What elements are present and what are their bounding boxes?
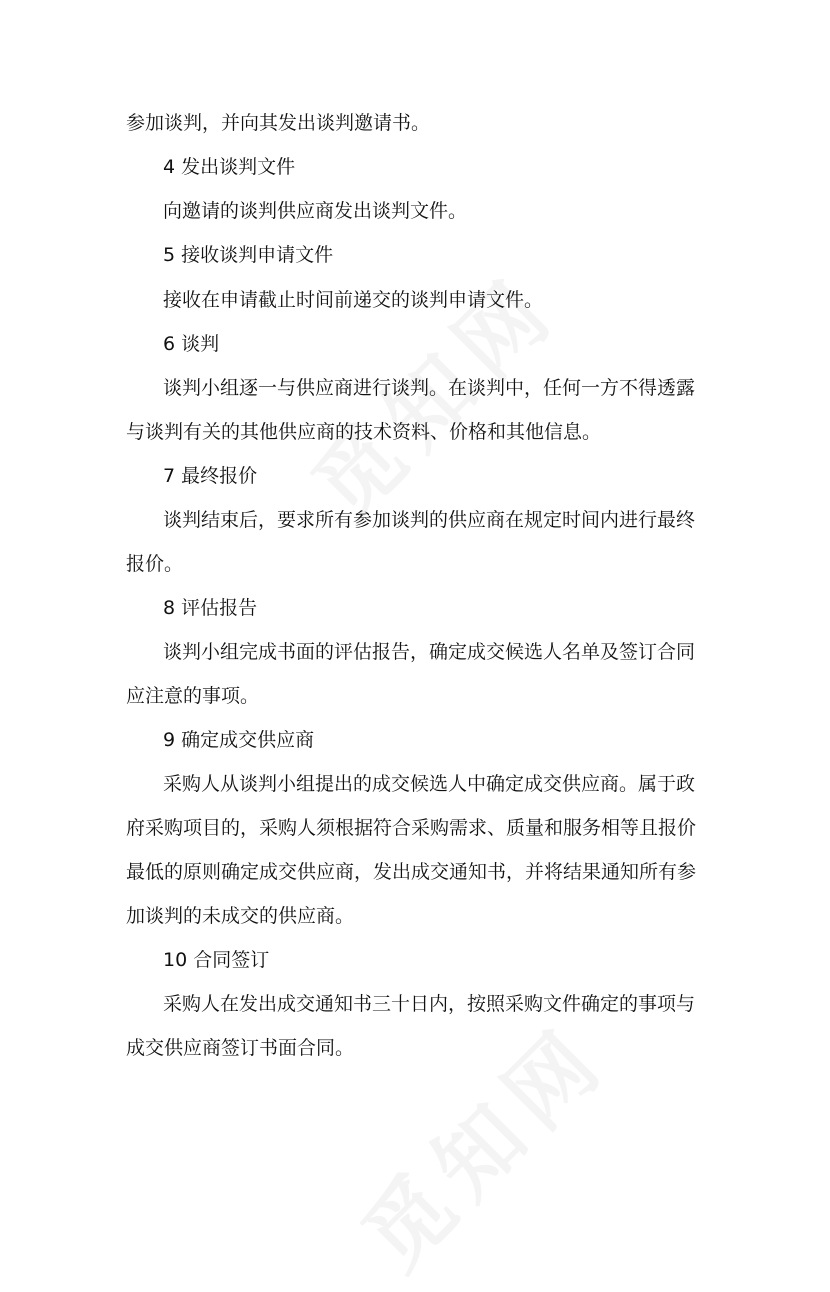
section-heading: 4 发出谈判文件 [163,156,296,178]
paragraph-line: 采购人在发出成交通知书三十日内，按照采购文件确定的事项与 [163,993,696,1015]
paragraph-line: 府采购项目的，采购人须根据符合采购需求、质量和服务相等且报价 [126,817,697,839]
section-heading: 6 谈判 [163,333,220,355]
paragraph-line: 最低的原则确定成交供应商，发出成交通知书，并将结果通知所有参 [126,861,697,883]
section-heading: 7 最终报价 [163,465,258,487]
paragraph-line: 加谈判的未成交的供应商。 [126,905,355,927]
watermark [330,992,630,1292]
paragraph-line: 向邀请的谈判供应商发出谈判文件。 [163,200,468,222]
paragraph-line: 与谈判有关的其他供应商的技术资料、价格和其他信息。 [126,421,602,443]
section-heading: 8 评估报告 [163,597,258,619]
paragraph-line: 应注意的事项。 [126,685,260,707]
paragraph-line: 谈判结束后，要求所有参加谈判的供应商在规定时间内进行最终 [163,509,696,531]
paragraph-line: 参加谈判，并向其发出谈判邀请书。 [126,112,431,134]
section-heading: 9 确定成交供应商 [163,729,315,751]
paragraph-line: 谈判小组逐一与供应商进行谈判。在谈判中，任何一方不得透露 [163,377,696,399]
paragraph-line: 成交供应商签订书面合同。 [126,1037,355,1059]
section-heading: 5 接收谈判申请文件 [163,244,334,266]
paragraph-line: 接收在申请截止时间前递交的谈判申请文件。 [163,289,544,311]
section-heading: 10 合同签订 [163,949,270,971]
paragraph-line: 采购人从谈判小组提出的成交候选人中确定成交供应商。属于政 [163,773,696,795]
paragraph-line: 谈判小组完成书面的评估报告，确定成交候选人名单及签订合同 [163,641,696,663]
paragraph-line: 报价。 [126,553,184,575]
